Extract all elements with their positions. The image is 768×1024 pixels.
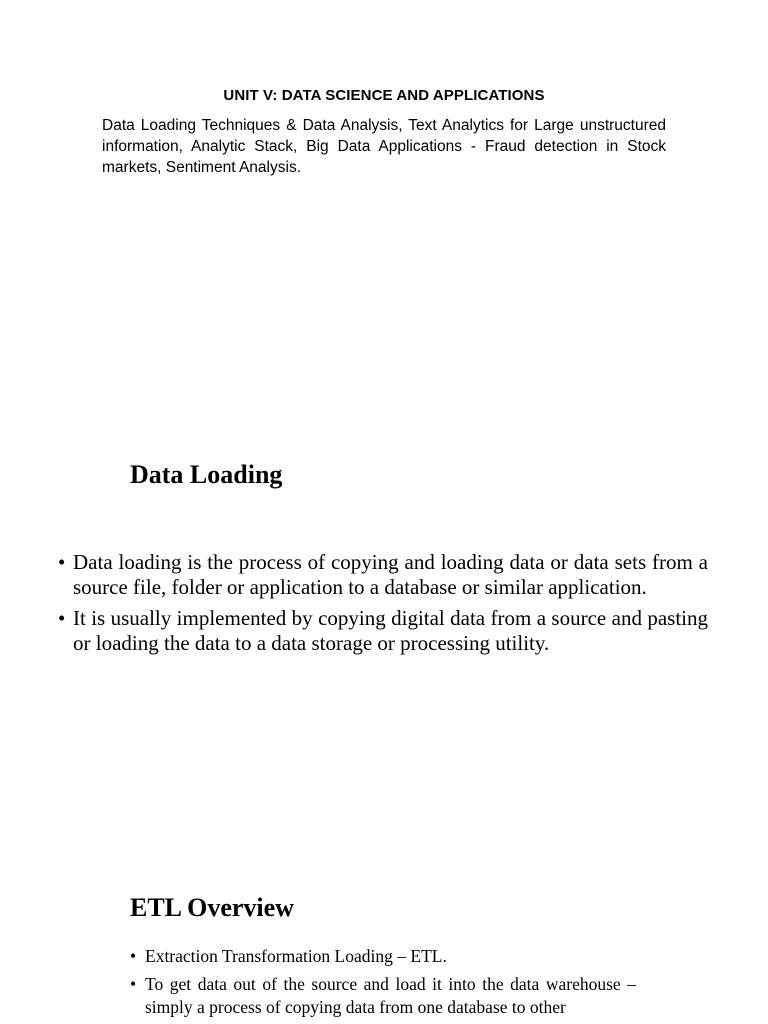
bullet-icon: •: [58, 606, 66, 630]
bullet-icon: •: [58, 550, 66, 574]
unit-summary: Data Loading Techniques & Data Analysis, Text Analytics for Large unstructured information, Analytic Stack, Big Data Applications - Fraud detection in Stock markets, Sentiment Analysis.: [102, 117, 666, 176]
bullet-text: To get data out of the source and load it into the data warehouse – simply a process of copying data from one database to other: [145, 974, 636, 1017]
bullet-icon: •: [130, 974, 137, 994]
list-item: [58, 550, 708, 599]
bullet-text: Extraction Transformation Loading – ETL.: [145, 946, 447, 966]
list-item: [130, 973, 636, 1019]
list-item: [58, 606, 708, 655]
list-item: [130, 945, 636, 968]
bullet-icon: •: [130, 946, 137, 966]
data-loading-heading: Data Loading: [130, 460, 283, 489]
etl-overview-heading: ETL Overview: [130, 893, 294, 922]
bullet-text: Data loading is the process of copying and loading data or data sets from a source file, folder or application to a database or similar application.: [73, 550, 708, 599]
etl-bullet-list: [130, 945, 636, 1024]
data-loading-bullet-list: [58, 550, 708, 662]
unit-title: UNIT V: DATA SCIENCE AND APPLICATIONS: [223, 87, 545, 104]
bullet-text: It is usually implemented by copying digital data from a source and pasting or loading the data to a data storage or processing utility.: [73, 606, 708, 655]
